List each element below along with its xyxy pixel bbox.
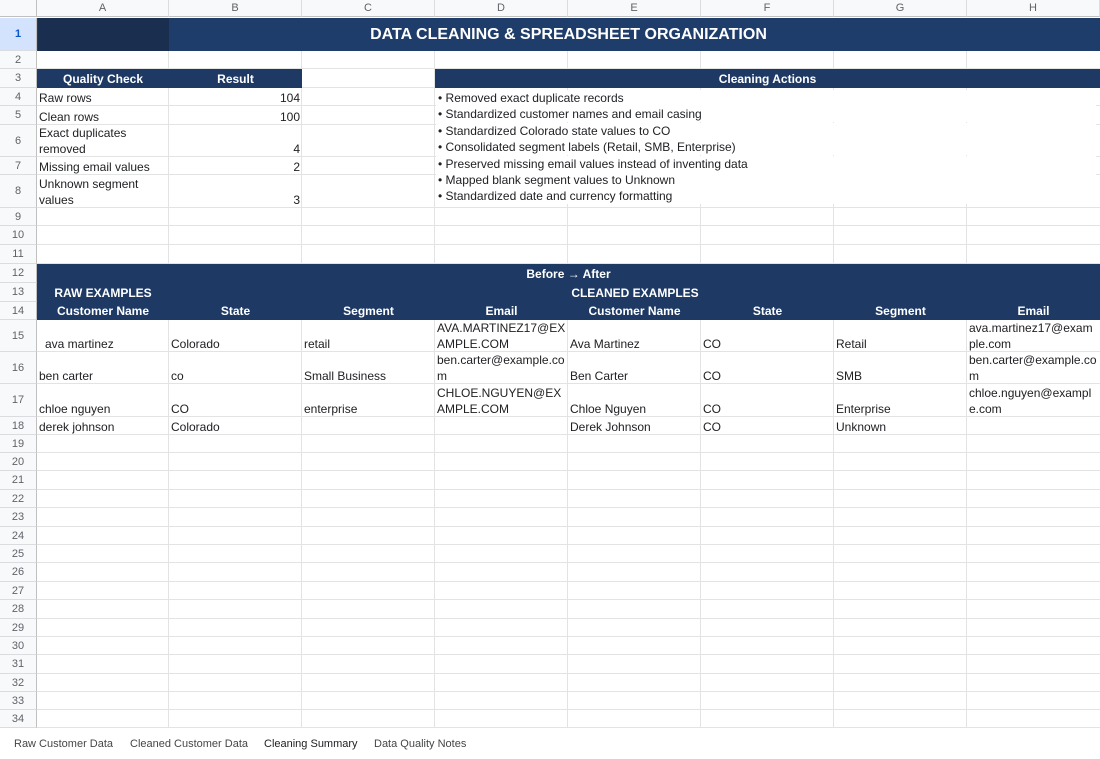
sheet-tab-raw-customer-data[interactable]: Raw Customer Data [14, 737, 114, 750]
example-cell[interactable]: Colorado [171, 420, 220, 434]
row-header-16[interactable]: 16 [0, 352, 37, 384]
example-cell[interactable]: ben carter [39, 369, 94, 383]
column-header-b[interactable]: B [169, 0, 302, 17]
row-header-23[interactable]: 23 [0, 508, 37, 527]
example-cell[interactable]: CO [703, 402, 721, 416]
example-cell[interactable]: Colorado [171, 337, 220, 351]
quality-label[interactable]: Missing email values [39, 160, 150, 174]
example-cell[interactable]: CO [703, 337, 721, 351]
example-cell[interactable]: CO [703, 369, 721, 383]
row-header-1[interactable]: 1 [0, 18, 37, 51]
row-header-25[interactable]: 25 [0, 545, 37, 563]
example-cell[interactable]: Unknown [836, 420, 887, 434]
row-gridline [37, 544, 1100, 545]
row-gridline [37, 507, 1100, 508]
row-gridline [37, 562, 1100, 563]
example-column-header: Customer Name [56, 304, 150, 318]
column-header-c[interactable]: C [302, 0, 435, 17]
example-cell[interactable]: ava martinez [45, 337, 114, 351]
column-header-d[interactable]: D [435, 0, 568, 17]
example-cell[interactable]: chloe.nguyen@example.com [969, 386, 1092, 416]
example-column-header: Segment [875, 304, 926, 318]
example-cell[interactable]: Ava Martinez [570, 337, 640, 351]
quality-label[interactable]: Unknown segment values [39, 177, 139, 207]
row-header-17[interactable]: 17 [0, 384, 37, 417]
quality-value[interactable]: 100 [279, 110, 300, 124]
example-cell[interactable]: Enterprise [836, 402, 891, 416]
cleaning-action-item: • Standardized date and currency formatting [436, 188, 1096, 204]
row-header-24[interactable]: 24 [0, 527, 37, 545]
result-header: Result [217, 71, 254, 86]
row-header-33[interactable]: 33 [0, 692, 37, 710]
cleaning-action-item: • Standardized Colorado state values to CO [436, 123, 1096, 139]
example-column-header: State [220, 304, 251, 318]
example-cell[interactable]: ben.carter@example.com [437, 353, 565, 383]
row-gridline [37, 244, 1100, 245]
row-header-30[interactable]: 30 [0, 637, 37, 655]
row-header-22[interactable]: 22 [0, 490, 37, 508]
row-header-18[interactable]: 18 [0, 417, 37, 435]
row-gridline [37, 654, 1100, 655]
example-cell[interactable]: enterprise [304, 402, 358, 416]
example-cell[interactable]: co [171, 369, 184, 383]
cleaned-examples-title: CLEANED EXAMPLES [571, 285, 699, 300]
quality-label[interactable]: Exact duplicates removed [39, 126, 127, 156]
row-gridline [37, 470, 1100, 471]
example-cell[interactable]: Derek Johnson [570, 420, 651, 434]
cleaning-action-item: • Standardized customer names and email casing [436, 106, 1096, 122]
cleaning-actions-header: Cleaning Actions [718, 71, 817, 86]
row-header-15[interactable]: 15 [0, 320, 37, 352]
example-cell[interactable]: ava.martinez17@example.com [969, 321, 1093, 351]
row-header-7[interactable]: 7 [0, 157, 37, 175]
row-header-3[interactable]: 3 [0, 69, 37, 88]
row-header-4[interactable]: 4 [0, 88, 37, 106]
row-gridline [37, 618, 1100, 619]
row-header-29[interactable]: 29 [0, 619, 37, 637]
column-header-f[interactable]: F [701, 0, 834, 17]
row-header-9[interactable]: 9 [0, 208, 37, 226]
row-header-26[interactable]: 26 [0, 563, 37, 582]
row-header-31[interactable]: 31 [0, 655, 37, 674]
row-header-11[interactable]: 11 [0, 245, 37, 264]
example-column-header: Email [1017, 304, 1050, 318]
example-cell[interactable] [435, 417, 568, 435]
cleaning-action-item: • Consolidated segment labels (Retail, SMB, Enterprise) [436, 139, 1096, 155]
example-column-header: Customer Name [588, 304, 681, 318]
row-gridline [37, 526, 1100, 527]
row-gridline [37, 691, 1100, 692]
row-header-5[interactable]: 5 [0, 106, 37, 125]
row-header-2[interactable]: 2 [0, 51, 37, 69]
row-header-27[interactable]: 27 [0, 582, 37, 600]
example-cell[interactable]: Small Business [304, 369, 387, 383]
row-header-6[interactable]: 6 [0, 125, 37, 157]
row-header-10[interactable]: 10 [0, 226, 37, 245]
quality-check-header: Quality Check [62, 71, 144, 86]
sheet-tab-bar [0, 728, 1100, 759]
example-cell[interactable] [302, 417, 435, 435]
row-header-13[interactable]: 13 [0, 283, 37, 302]
example-cell[interactable]: CO [171, 402, 189, 416]
quality-value[interactable]: 2 [293, 160, 300, 174]
sheet-tab-cleaned-customer-data[interactable]: Cleaned Customer Data [130, 737, 249, 750]
row-gridline [37, 599, 1100, 600]
quality-label[interactable]: Clean rows [39, 110, 100, 124]
column-header-a[interactable]: A [37, 0, 169, 17]
example-cell[interactable]: AVA.MARTINEZ17@EXAMPLE.COM [437, 321, 566, 351]
page-title: DATA CLEANING & SPREADSHEET ORGANIZATION [370, 25, 767, 43]
sheet-tab-data-quality-notes[interactable]: Data Quality Notes [374, 737, 467, 750]
example-cell[interactable]: CO [703, 420, 721, 434]
row-header-28[interactable]: 28 [0, 600, 37, 619]
example-cell[interactable] [967, 417, 1100, 435]
example-cell[interactable]: CHLOE.NGUYEN@EXAMPLE.COM [437, 386, 562, 416]
row-header-14[interactable]: 14 [0, 302, 37, 320]
row-gridline [37, 709, 1100, 710]
row-gridline [37, 452, 1100, 453]
example-column-header: State [752, 304, 783, 318]
row-gridline [37, 673, 1100, 674]
example-cell[interactable]: SMB [836, 369, 863, 383]
example-cell[interactable]: retail [304, 337, 331, 351]
example-cell[interactable]: derek johnson [39, 420, 115, 434]
example-column-header: Segment [343, 304, 394, 318]
select-all-corner[interactable] [0, 0, 37, 17]
row-header-8[interactable]: 8 [0, 175, 37, 208]
row-header-20[interactable]: 20 [0, 453, 37, 471]
row-header-21[interactable]: 21 [0, 471, 37, 490]
quality-value[interactable]: 3 [293, 193, 300, 207]
row-header-34[interactable]: 34 [0, 710, 37, 728]
example-cell[interactable]: Chloe Nguyen [570, 402, 647, 416]
cleaning-action-item: • Removed exact duplicate records [436, 90, 1096, 106]
quality-value[interactable]: 4 [293, 142, 300, 156]
column-header-h[interactable]: H [967, 0, 1100, 17]
row-header-12[interactable]: 12 [0, 264, 37, 283]
example-cell[interactable]: Retail [836, 337, 867, 351]
raw-examples-title: RAW EXAMPLES [54, 285, 152, 300]
row-header-32[interactable]: 32 [0, 674, 37, 692]
example-cell[interactable]: chloe nguyen [39, 402, 111, 416]
example-cell[interactable]: ben.carter@example.com [969, 353, 1097, 383]
column-header-e[interactable]: E [568, 0, 701, 17]
cleaning-action-item: • Preserved missing email values instead of inventing data [436, 156, 1096, 172]
row-gridline [37, 636, 1100, 637]
quality-label[interactable]: Raw rows [39, 91, 92, 105]
cleaning-action-item: • Mapped blank segment values to Unknown [436, 172, 1096, 188]
row-gridline [37, 489, 1100, 490]
example-column-header: Email [485, 304, 518, 318]
column-header-g[interactable]: G [834, 0, 967, 17]
row-gridline [37, 581, 1100, 582]
quality-value[interactable]: 104 [279, 91, 300, 105]
row-gridline [37, 225, 1100, 226]
row-header-19[interactable]: 19 [0, 435, 37, 453]
before-after-banner: Before → After [526, 266, 611, 281]
example-cell[interactable]: Ben Carter [570, 369, 629, 383]
sheet-tab-cleaning-summary[interactable]: Cleaning Summary [264, 737, 358, 750]
